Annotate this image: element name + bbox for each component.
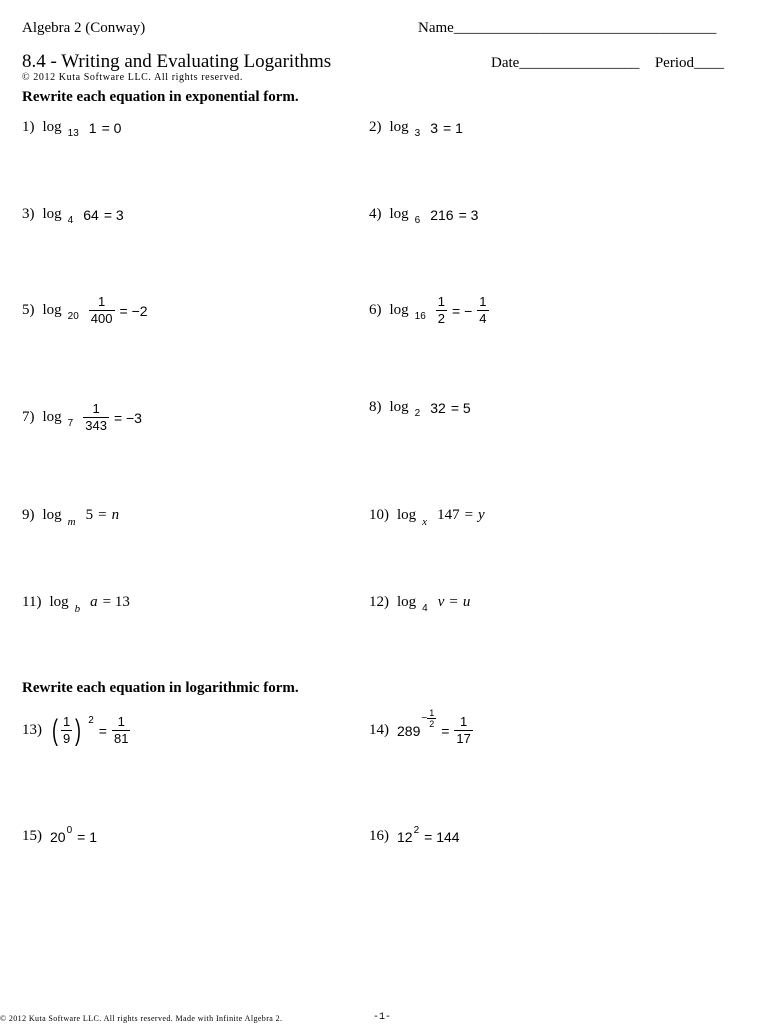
fraction-denominator: 2 [429, 719, 435, 729]
exponential-base: 12 [397, 828, 413, 845]
left-paren: ( [52, 713, 58, 747]
log-argument: 3 [430, 119, 439, 136]
equals-sign: = [441, 722, 450, 739]
log-label: log [389, 302, 409, 318]
fraction-numerator: 1 [117, 714, 125, 729]
problem-number: 5) [22, 302, 35, 318]
fraction-denominator: 343 [85, 418, 107, 433]
equation-rhs: = [449, 594, 458, 610]
log-argument: 147 [437, 507, 460, 523]
log-argument: 216 [430, 206, 454, 223]
log-argument: 5 [85, 507, 94, 523]
equation-rhs: = 3 [103, 206, 124, 223]
problem-7 [22, 401, 142, 434]
log-base: 13 [67, 128, 79, 139]
log-label: log [49, 594, 69, 610]
log-argument-fraction [436, 294, 447, 327]
equals-sign: = [98, 722, 107, 739]
problem-13 [22, 714, 130, 747]
log-label: log [389, 119, 409, 135]
section2-instruction: Rewrite each equation in logarithmic form. [22, 680, 299, 696]
rhs-fraction [454, 714, 472, 747]
problem-12 [369, 594, 471, 614]
rhs-fraction [112, 714, 130, 747]
problem-number: 4) [369, 206, 382, 222]
problem-9 [22, 507, 120, 528]
fraction-numerator: 1 [92, 401, 100, 416]
equation-rhs: = 0 [101, 119, 122, 136]
page-number: -1- [373, 1012, 392, 1023]
problem-number: 1) [22, 119, 35, 135]
problem-8 [369, 399, 471, 419]
log-argument-fraction [89, 294, 115, 327]
rhs-variable: u [462, 594, 471, 610]
exponent: 2 [413, 825, 420, 836]
log-base: x [422, 515, 428, 528]
problem-number: 6) [369, 302, 382, 318]
log-label: log [42, 409, 62, 425]
fraction-denominator: 4 [479, 311, 487, 326]
fraction-numerator: 1 [460, 714, 468, 729]
exponent: 2 [88, 715, 94, 726]
problem-11 [22, 594, 130, 615]
problem-number: 11) [22, 594, 42, 610]
problem-number: 8) [369, 399, 382, 415]
problem-6 [369, 294, 489, 327]
name-field-label: Name___________________________________ [418, 20, 717, 36]
problem-5 [22, 294, 148, 327]
fraction-numerator: 1 [429, 708, 435, 718]
problem-15 [22, 825, 97, 845]
equation-rhs: = −3 [113, 409, 142, 426]
course-name: Algebra 2 (Conway) [22, 20, 146, 36]
problem-number: 14) [369, 722, 389, 738]
problem-number: 16) [369, 828, 389, 844]
rhs-fraction [477, 294, 488, 327]
period-field-label: Period____ [654, 55, 724, 71]
exponential-base: 289 [397, 722, 421, 739]
fraction-denominator: 2 [437, 311, 446, 326]
exponent-fraction [427, 708, 436, 729]
log-base: 16 [414, 311, 426, 322]
log-base: 2 [414, 408, 421, 419]
fraction-denominator: 81 [113, 731, 129, 746]
log-label: log [42, 302, 62, 318]
problem-4 [369, 206, 479, 226]
exponent-sign: − [421, 713, 428, 724]
equation-rhs: = −2 [119, 302, 148, 319]
log-base: m [67, 515, 76, 528]
log-argument-fraction [83, 401, 109, 434]
problem-14 [369, 708, 473, 747]
log-argument: 32 [430, 399, 446, 416]
log-label: log [389, 399, 409, 415]
footer-copyright: © 2012 Kuta Software LLC. All rights reserved. Made with Infinite Algebra 2. [0, 1014, 283, 1023]
log-argument: a [90, 594, 98, 610]
fraction-denominator: 9 [63, 731, 71, 746]
log-base: 4 [67, 215, 74, 226]
log-base: b [74, 602, 81, 615]
problem-number: 2) [369, 119, 382, 135]
date-period-fields [491, 55, 724, 72]
rhs-variable: n [111, 507, 120, 523]
problem-number: 9) [22, 507, 35, 523]
equation-rhs: = − [452, 302, 473, 319]
equation-rhs: = 3 [458, 206, 479, 223]
problem-16 [369, 825, 460, 845]
equation-rhs: = [464, 507, 474, 523]
problem-10 [369, 507, 485, 528]
equation-rhs: = 1 [443, 119, 463, 136]
equation-rhs: = 1 [77, 828, 97, 845]
problem-1 [22, 119, 122, 139]
exponent [421, 708, 436, 729]
equation-rhs: = 13 [102, 594, 130, 610]
log-argument: 1 [88, 119, 97, 136]
equation-rhs: = 5 [450, 399, 471, 416]
rhs-variable: y [478, 507, 485, 523]
log-base: 3 [414, 128, 421, 139]
base-fraction [61, 714, 72, 747]
problem-2 [369, 119, 463, 139]
section1-instruction: Rewrite each equation in exponential form. [22, 89, 299, 105]
equation-rhs: = 144 [424, 828, 460, 845]
fraction-numerator: 1 [479, 294, 487, 309]
fraction-denominator: 400 [90, 311, 113, 326]
fraction-numerator: 1 [63, 714, 71, 729]
exponent: 0 [66, 825, 73, 836]
problem-3 [22, 206, 124, 226]
fraction-numerator: 1 [98, 294, 106, 309]
right-paren: ) [75, 713, 82, 747]
log-label: log [42, 119, 62, 135]
equation-rhs: = [98, 507, 107, 523]
log-label: log [389, 206, 409, 222]
date-field-label: Date________________ [491, 55, 640, 71]
worksheet-title: 8.4 - Writing and Evaluating Logarithms [22, 51, 332, 72]
header-copyright: © 2012 Kuta Software LLC. All rights reserved. [22, 72, 243, 83]
log-label: log [397, 507, 417, 523]
log-base: 4 [422, 603, 428, 614]
log-base: 7 [67, 418, 74, 429]
exponential-base: 20 [50, 828, 66, 845]
fraction-denominator: 17 [456, 731, 471, 746]
log-label: log [42, 206, 62, 222]
log-base: 6 [414, 215, 421, 226]
log-label: log [42, 507, 62, 523]
log-label: log [397, 594, 417, 610]
problem-number: 13) [22, 722, 42, 738]
problem-number: 3) [22, 206, 35, 222]
log-base: 20 [67, 311, 79, 322]
log-argument: v [437, 594, 445, 610]
fraction-numerator: 1 [437, 294, 446, 309]
problem-number: 10) [369, 507, 389, 523]
log-argument: 64 [83, 206, 99, 223]
problem-number: 12) [369, 594, 389, 610]
problem-number: 15) [22, 828, 42, 844]
problem-number: 7) [22, 409, 35, 425]
